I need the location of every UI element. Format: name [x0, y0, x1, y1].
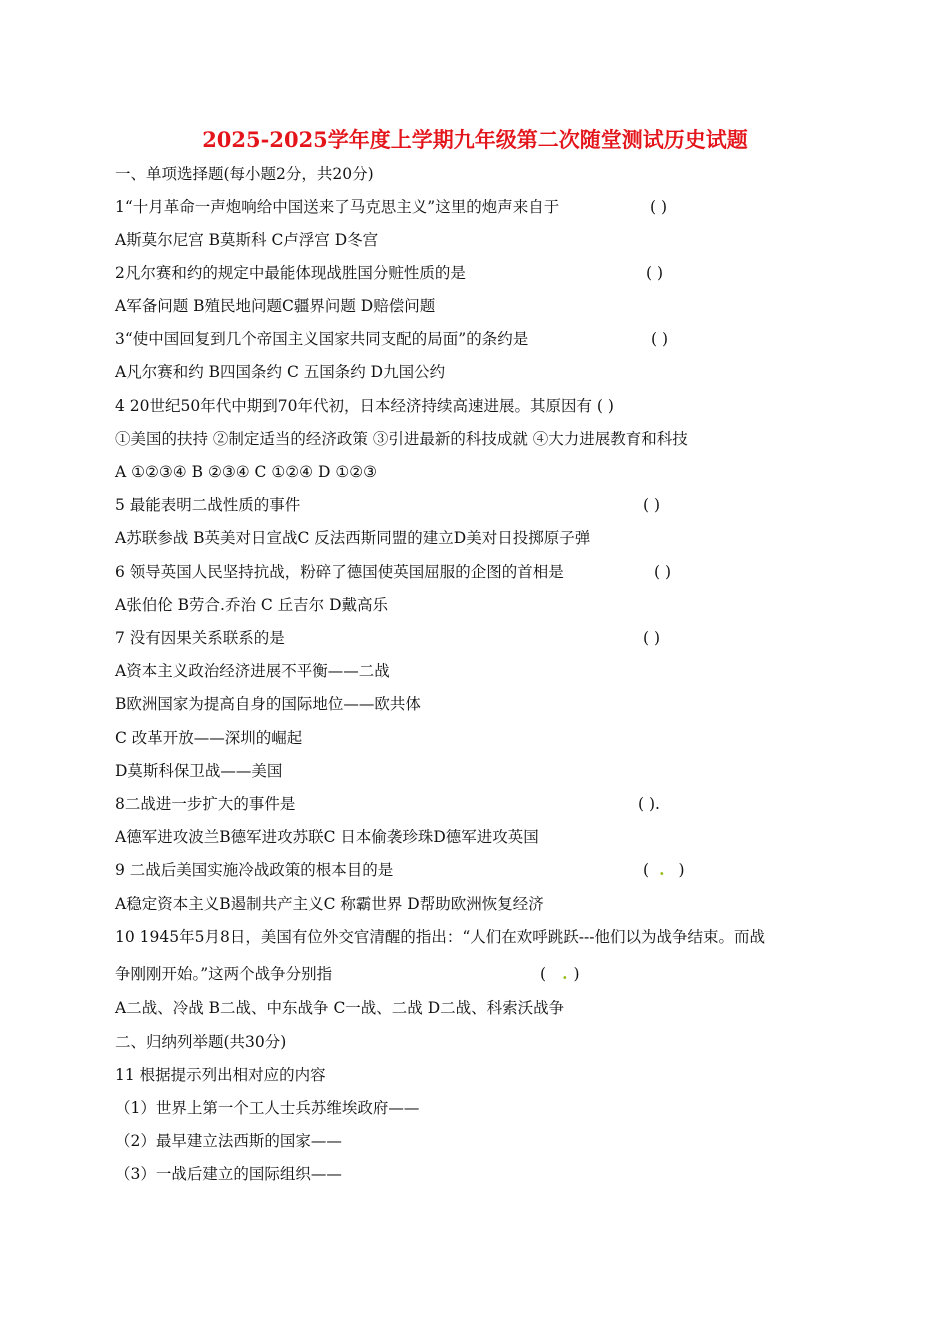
question-10-stem: 10 1945年5月8日，美国有位外交官清醒的指出：“人们在欢呼跳跃---他们以为战争结束。而战: [115, 928, 765, 946]
section-heading-1: 一、单项选择题(每小题2分，共20分): [115, 165, 374, 183]
question-8-options: A德军进攻波兰B德军进攻苏联C 日本偷袭珍珠D德军进攻英国: [115, 828, 539, 846]
paren-close: ): [573, 965, 580, 983]
paren-open: (: [643, 861, 650, 879]
question-1-stem: 1“十月革命一声炮响给中国送来了马克思主义”这里的炮声来自于: [115, 198, 560, 216]
question-2-options: A军备问题 B殖民地问题C疆界问题 D赔偿问题: [115, 297, 436, 315]
answer-blank: ( ): [650, 198, 668, 216]
answer-blank: [540, 964, 580, 984]
paren-close: ): [678, 861, 685, 879]
question-1-options: A斯莫尔尼宫 B莫斯科 C卢浮宫 D冬宫: [115, 231, 379, 249]
answer-blank: ( ): [654, 563, 672, 581]
green-dot: .: [562, 964, 568, 983]
answer-blank: [643, 860, 685, 880]
question-11-sub-1: （1）世界上第一个工人士兵苏维埃政府——: [115, 1099, 420, 1117]
answer-blank: ( ).: [638, 795, 660, 813]
question-11-sub-2: （2）最早建立法西斯的国家——: [115, 1132, 342, 1150]
question-6-stem: 6 领导英国人民坚持抗战，粉碎了德国使英国屈服的企图的首相是: [115, 563, 564, 581]
question-7-option-a: A资本主义政治经济进展不平衡——二战: [115, 662, 390, 680]
question-6-options: A张伯伦 B劳合.乔治 C 丘吉尔 D戴高乐: [115, 596, 389, 614]
paren-open: (: [540, 965, 547, 983]
question-3-stem: 3“使中国回复到几个帝国主义国家共同支配的局面”的条约是: [115, 330, 529, 348]
question-4-items: ①美国的扶持 ②制定适当的经济政策 ③引进最新的科技成就 ④大力进展教育和科技: [115, 430, 688, 448]
answer-blank: ( ): [651, 330, 669, 348]
page-title: 2025-2025学年度上学期九年级第二次随堂测试历史试题: [202, 127, 748, 152]
answer-blank: ( ): [643, 629, 661, 647]
question-4-stem: 4 20世纪50年代中期到70年代初，日本经济持续高速进展。其原因有 ( ): [115, 397, 614, 415]
section-heading-2: 二、归纳列举题(共30分): [115, 1033, 287, 1051]
question-7-option-d: D莫斯科保卫战——美国: [115, 762, 283, 780]
question-10-options: A二战、冷战 B二战、中东战争 C一战、二战 D二战、科索沃战争: [115, 999, 565, 1017]
question-8-stem: 8二战进一步扩大的事件是: [115, 795, 296, 813]
question-3-options: A凡尔赛和约 B四国条约 C 五国条约 D九国公约: [115, 363, 446, 381]
question-2-stem: 2凡尔赛和约的规定中最能体现战胜国分赃性质的是: [115, 264, 466, 282]
answer-blank: ( ): [643, 496, 661, 514]
green-dot: .: [659, 860, 665, 879]
question-5-stem: 5 最能表明二战性质的事件: [115, 496, 301, 514]
question-7-option-b: B欧洲国家为提高自身的国际地位——欧共体: [115, 695, 421, 713]
question-5-options: A苏联参战 B英美对日宣战C 反法西斯同盟的建立D美对日投掷原子弹: [115, 529, 591, 547]
question-10-stem-continued: 争刚刚开始。”这两个战争分别指: [115, 965, 333, 983]
question-9-options: A稳定资本主义B遏制共产主义C 称霸世界 D帮助欧洲恢复经济: [115, 895, 544, 913]
question-7-stem: 7 没有因果关系联系的是: [115, 629, 285, 647]
question-9-stem: 9 二战后美国实施冷战政策的根本目的是: [115, 861, 394, 879]
question-7-option-c: C 改革开放——深圳的崛起: [115, 729, 303, 747]
answer-blank: ( ): [646, 264, 664, 282]
question-11-stem: 11 根据提示列出相对应的内容: [115, 1066, 326, 1084]
question-4-options: A ①②③④ B ②③④ C ①②④ D ①②③: [115, 463, 378, 481]
question-11-sub-3: （3）一战后建立的国际组织——: [115, 1165, 342, 1183]
